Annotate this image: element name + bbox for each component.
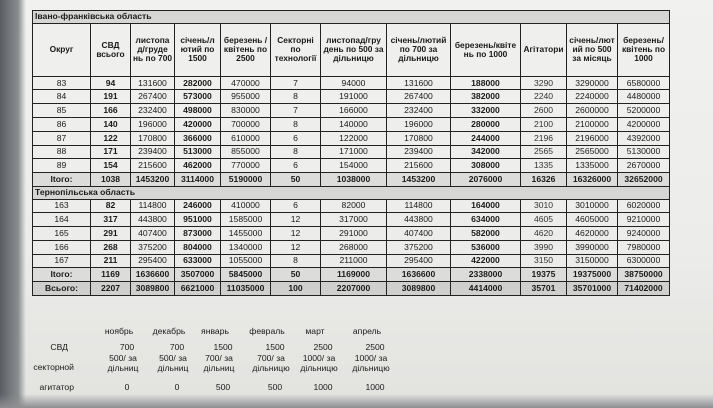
column-header: Секторні по технології [271,23,321,76]
table-cell: 4392000 [618,131,670,145]
table-cell: 1585000 [221,213,271,227]
summary-value: 700/ за дільниц [203,353,235,373]
table-cell: 7 [271,76,321,90]
table-cell: 1169000 [321,268,387,282]
table-cell: 16326 [521,173,567,187]
summary-value: 2500 [313,342,333,352]
table-cell: 317000 [321,213,387,227]
table-cell: 94 [91,76,131,90]
table-cell: 86 [33,117,91,131]
table-cell: 3990000 [567,240,618,254]
table-cell: 1335000 [567,159,618,173]
table-row [33,240,670,254]
table-cell: 131600 [387,76,451,90]
table-cell: 3150000 [567,254,618,268]
table-cell: 2600000 [567,104,618,118]
column-header: СВД всього [91,23,131,76]
table-cell: 8 [271,254,321,268]
region-row-ternopil [33,186,670,199]
month-header: январь [201,326,229,336]
table-cell: 4620 [521,227,567,241]
table-cell: 32652000 [618,173,670,187]
total-row [33,173,670,187]
table-cell: 443800 [131,213,175,227]
table-cell: 308000 [451,159,521,173]
table-cell: 317 [91,213,131,227]
table-cell: 3089800 [131,282,175,296]
table-cell: 1335 [521,159,567,173]
table-cell: 131600 [131,76,175,90]
table-cell: 6020000 [618,199,670,213]
table-cell: 2207 [91,282,131,296]
table-cell: 2196000 [567,131,618,145]
table-row [33,227,670,241]
table-cell: 8 [271,145,321,159]
table-cell: 420000 [175,117,221,131]
table-cell: 634000 [451,213,521,227]
table-cell: 5190000 [221,173,271,187]
table-cell: 582000 [451,227,521,241]
table-cell: 1038000 [321,173,387,187]
table-cell: 244000 [451,131,521,145]
table-cell: 6621000 [175,282,221,296]
table-cell: 166 [33,240,91,254]
table-row [33,159,670,173]
summary-value: 700/ за дільницю [252,353,290,373]
table-row [33,131,670,145]
summary-value: 2500 [365,342,385,352]
table-cell: 232400 [387,104,451,118]
table-cell: 470000 [221,76,271,90]
table-cell: 7 [271,104,321,118]
summary-value: 1500 [213,342,233,352]
table-cell: 1453200 [131,173,175,187]
table-cell: 3010000 [567,199,618,213]
table-cell: 3150 [521,254,567,268]
table-cell: 166 [91,104,131,118]
table-cell: 100 [271,282,321,296]
summary-value: 1500 [265,342,285,352]
month-header: март [305,326,325,336]
table-cell: 89 [33,159,91,173]
table-cell: 342000 [451,145,521,159]
table-cell: 2240000 [567,90,618,104]
table-cell: 8 [271,90,321,104]
table-cell: 82000 [321,199,387,213]
table-cell: 196000 [387,117,451,131]
table-cell: 4414000 [451,282,521,296]
table-cell: 2600 [521,104,567,118]
table-cell: 2338000 [451,268,521,282]
summary-value: 1000/ за дільницю [352,353,390,373]
table-cell: 291000 [321,227,387,241]
table-cell: 3010 [521,199,567,213]
table-cell: 163 [33,199,91,213]
table-cell: 2565000 [567,145,618,159]
summary-value: 500/ за дільниц [157,353,189,373]
table-cell: 11035000 [221,282,271,296]
table-cell: 804000 [175,240,221,254]
column-header: листопад/гру день по 500 за дільницю [321,23,387,76]
table-cell: 6 [271,159,321,173]
table-cell: 407400 [387,227,451,241]
table-row [33,145,670,159]
table-row [33,104,670,118]
table-row [33,76,670,90]
table-cell: 4605000 [567,213,618,227]
table-cell: 410000 [221,199,271,213]
summary-value: 0 [174,382,180,392]
table-cell: Itого: [33,173,91,187]
table-cell: 164 [33,213,91,227]
table-cell: 165 [33,227,91,241]
table-row [33,117,670,131]
table-cell: 50 [271,268,321,282]
table-row [33,213,670,227]
summary-value: 0 [124,382,130,392]
table-cell: 5845000 [221,268,271,282]
table-cell: 1636600 [387,268,451,282]
table-cell: 154000 [321,159,387,173]
column-header: Агітатори [521,23,567,76]
table-cell: 3114000 [175,173,221,187]
table-cell: 1455000 [221,227,271,241]
table-cell: 122000 [321,131,387,145]
table-cell: 12 [271,240,321,254]
table-cell: 140000 [321,117,387,131]
table-cell: 951000 [175,213,221,227]
table-cell: 4620000 [567,227,618,241]
table-cell: 700000 [221,117,271,131]
table-cell: 267400 [131,90,175,104]
summary-value: 500/ за дільниц [107,353,139,373]
table-cell: 164000 [451,199,521,213]
table-cell: 1636600 [131,268,175,282]
table-cell: 382000 [451,90,521,104]
table-cell: 267400 [387,90,451,104]
row-label-svd: СВД [50,342,68,352]
table-cell: 114800 [131,199,175,213]
month-header: февраль [249,326,285,336]
region-row-ivano-frankivsk [33,11,670,24]
table-cell: 282000 [175,76,221,90]
table-row [33,254,670,268]
table-cell: 1038 [91,173,131,187]
table-cell: 215600 [131,159,175,173]
table-cell: Itого: [33,268,91,282]
table-cell: 830000 [221,104,271,118]
table-cell: 239400 [131,145,175,159]
table-cell: 8 [271,117,321,131]
table-cell: 2207000 [321,282,387,296]
table-cell: 2670000 [618,159,670,173]
table-cell: 4605 [521,213,567,227]
budget-table [32,10,670,296]
table-cell: 71402000 [618,282,670,296]
table-cell: 188000 [451,76,521,90]
table-cell: 6 [271,131,321,145]
table-cell: 215600 [387,159,451,173]
table-cell: 12 [271,227,321,241]
table-cell: 268000 [321,240,387,254]
table-cell: 366000 [175,131,221,145]
table-row [33,199,670,213]
table-cell: 2100000 [567,117,618,131]
row-label-agit: агитатор [39,382,74,392]
summary-value: 700 [119,342,135,352]
table-cell: 50 [271,173,321,187]
summary-value: 1000/ за дільницю [300,353,338,373]
table-cell: 1340000 [221,240,271,254]
table-cell: 3507000 [175,268,221,282]
table-cell: 87 [33,131,91,145]
table-cell: 166000 [321,104,387,118]
table-cell: 154 [91,159,131,173]
column-header: Округ [33,23,91,76]
summary-block [22,322,390,400]
table-cell: 5130000 [618,145,670,159]
region-title: Івано-франківська область [33,11,670,24]
table-cell: 1453200 [387,173,451,187]
month-header: апрель [352,326,382,336]
column-header: березень /квітень по 2500 [221,23,271,76]
table-cell: 3290000 [567,76,618,90]
table-cell: 35701000 [567,282,618,296]
header-row [33,23,670,76]
grand-total-row [33,282,670,296]
table-cell: 35701 [521,282,567,296]
table-cell: 94000 [321,76,387,90]
column-header: березень/квіте нь по 1000 [451,23,521,76]
table-cell: 167 [33,254,91,268]
table-cell: 12 [271,213,321,227]
summary-value: 1000 [313,382,333,392]
table-cell: 498000 [175,104,221,118]
column-header: березень/ квітень по 1000 [618,23,670,76]
table-cell: 332000 [451,104,521,118]
table-cell: 19375000 [567,268,618,282]
table-cell: 443800 [387,213,451,227]
table-cell: 3290 [521,76,567,90]
table-cell: 280000 [451,117,521,131]
table-row [33,90,670,104]
table-cell: 7980000 [618,240,670,254]
column-header: січень/лют ий по 500 за місяць [567,23,618,76]
month-header: ноябрь [104,326,134,336]
summary-value: 500 [215,382,231,392]
table-cell: 6 [271,199,321,213]
table-cell: 232400 [131,104,175,118]
table-cell: 171 [91,145,131,159]
table-cell: 4200000 [618,117,670,131]
table-cell: 6580000 [618,76,670,90]
column-header: листопа д/груде нь по 700 [131,23,175,76]
table-cell: 407400 [131,227,175,241]
table-cell: 1055000 [221,254,271,268]
table-cell: 610000 [221,131,271,145]
table-cell: 9240000 [618,227,670,241]
summary-value: 1000 [365,382,385,392]
table-cell: 2565 [521,145,567,159]
table-cell: 955000 [221,90,271,104]
table-cell: 170800 [131,131,175,145]
table-cell: 770000 [221,159,271,173]
table-cell: 2100 [521,117,567,131]
table-cell: 375200 [387,240,451,254]
table-cell: 196000 [131,117,175,131]
table-cell: 191000 [321,90,387,104]
table-cell: Всього: [33,282,91,296]
table-cell: 855000 [221,145,271,159]
table-cell: 873000 [175,227,221,241]
table-cell: 191 [91,90,131,104]
table-cell: 3990 [521,240,567,254]
table-cell: 573000 [175,90,221,104]
column-header: січень/л ютий по 1500 [175,23,221,76]
table-cell: 3089800 [387,282,451,296]
table-cell: 5200000 [618,104,670,118]
total-row [33,268,670,282]
column-header: січень/лютий по 700 за дільницю [387,23,451,76]
table-cell: 268 [91,240,131,254]
row-label-sector: секторной [33,362,74,372]
table-cell: 536000 [451,240,521,254]
table-cell: 16326000 [567,173,618,187]
table-cell: 2076000 [451,173,521,187]
table-cell: 88 [33,145,91,159]
table-cell: 295400 [131,254,175,268]
table-cell: 375200 [131,240,175,254]
table-cell: 1169 [91,268,131,282]
table-cell: 462000 [175,159,221,173]
table-cell: 2196 [521,131,567,145]
month-header: декабрь [152,326,186,336]
table-cell: 114800 [387,199,451,213]
summary-value: 700 [169,342,185,352]
table-cell: 19375 [521,268,567,282]
table-cell: 170800 [387,131,451,145]
table-cell: 633000 [175,254,221,268]
table-cell: 2240 [521,90,567,104]
table-cell: 83 [33,76,91,90]
region-title: Тернопільська область [33,186,670,199]
table-cell: 38750000 [618,268,670,282]
table-cell: 239400 [387,145,451,159]
table-cell: 295400 [387,254,451,268]
table-cell: 246000 [175,199,221,213]
table-cell: 140 [91,117,131,131]
table-cell: 82 [91,199,131,213]
table-cell: 513000 [175,145,221,159]
table-cell: 9210000 [618,213,670,227]
table-cell: 84 [33,90,91,104]
table-cell: 291 [91,227,131,241]
table-cell: 122 [91,131,131,145]
table-cell: 422000 [451,254,521,268]
table-cell: 4480000 [618,90,670,104]
table-cell: 85 [33,104,91,118]
table-cell: 211000 [321,254,387,268]
summary-value: 500 [267,382,283,392]
table-cell: 171000 [321,145,387,159]
table-cell: 6300000 [618,254,670,268]
table-cell: 211 [91,254,131,268]
